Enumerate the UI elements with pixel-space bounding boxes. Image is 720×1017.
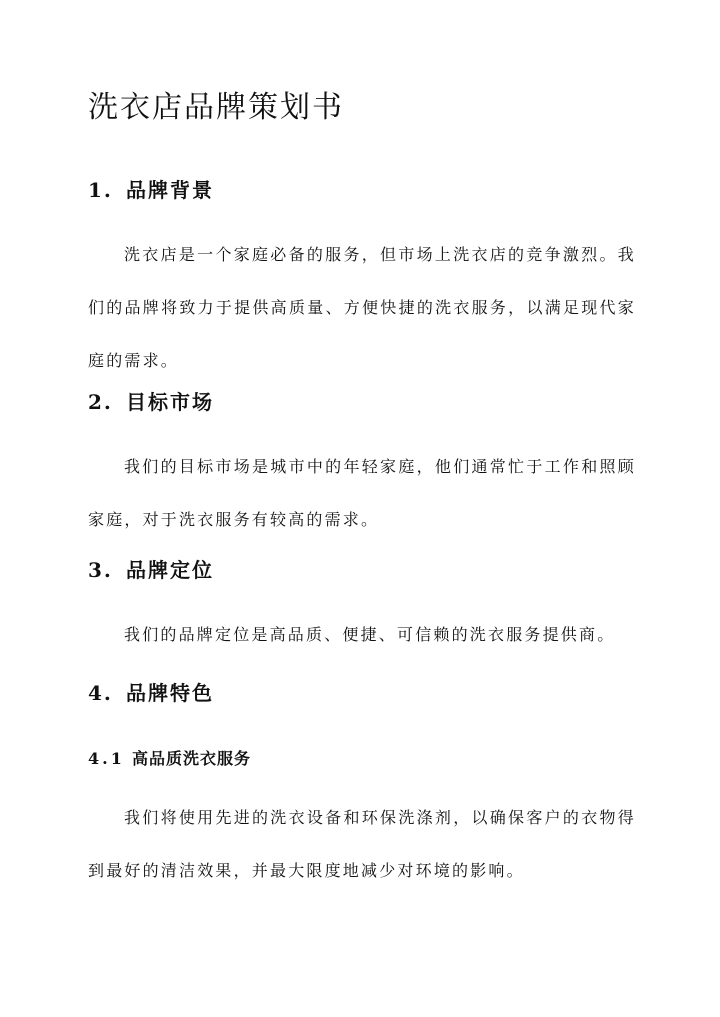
section-heading-text: 品牌特色 — [126, 681, 214, 705]
subsection-heading-text: 高品质洗衣服务 — [132, 749, 252, 768]
section-number: 4. — [88, 681, 113, 705]
section-heading-1 — [88, 176, 214, 204]
subsection-heading-4-1 — [88, 747, 251, 771]
section-heading-3 — [88, 556, 214, 584]
subsection-paragraph-4-1: 我们将使用先进的洗衣设备和环保洗涤剂，以确保客户的衣物得到最好的清洁效果，并最大限度地减少对环境的影响。 — [88, 808, 636, 880]
section-paragraph-1: 洗衣店是一个家庭必备的服务，但市场上洗衣店的竞争激烈。我们的品牌将致力于提供高质量、方便快捷的洗衣服务，以满足现代家庭的需求。 — [88, 245, 636, 370]
section-heading-text: 品牌定位 — [126, 558, 214, 582]
subsection-number: 4.1 — [88, 749, 125, 768]
section-heading-4 — [88, 679, 214, 707]
section-heading-2 — [88, 388, 214, 416]
section-paragraph-3: 我们的品牌定位是高品质、便捷、可信赖的洗衣服务提供商。 — [124, 625, 616, 644]
section-heading-text: 目标市场 — [126, 390, 214, 414]
section-paragraph-2: 我们的目标市场是城市中的年轻家庭，他们通常忙于工作和照顾家庭，对于洗衣服务有较高的需求。 — [88, 457, 636, 529]
section-number: 1. — [88, 178, 113, 202]
section-number: 2. — [88, 390, 113, 414]
section-heading-text: 品牌背景 — [126, 178, 214, 202]
section-number: 3. — [88, 558, 113, 582]
document-title: 洗衣店品牌策划书 — [88, 90, 344, 125]
